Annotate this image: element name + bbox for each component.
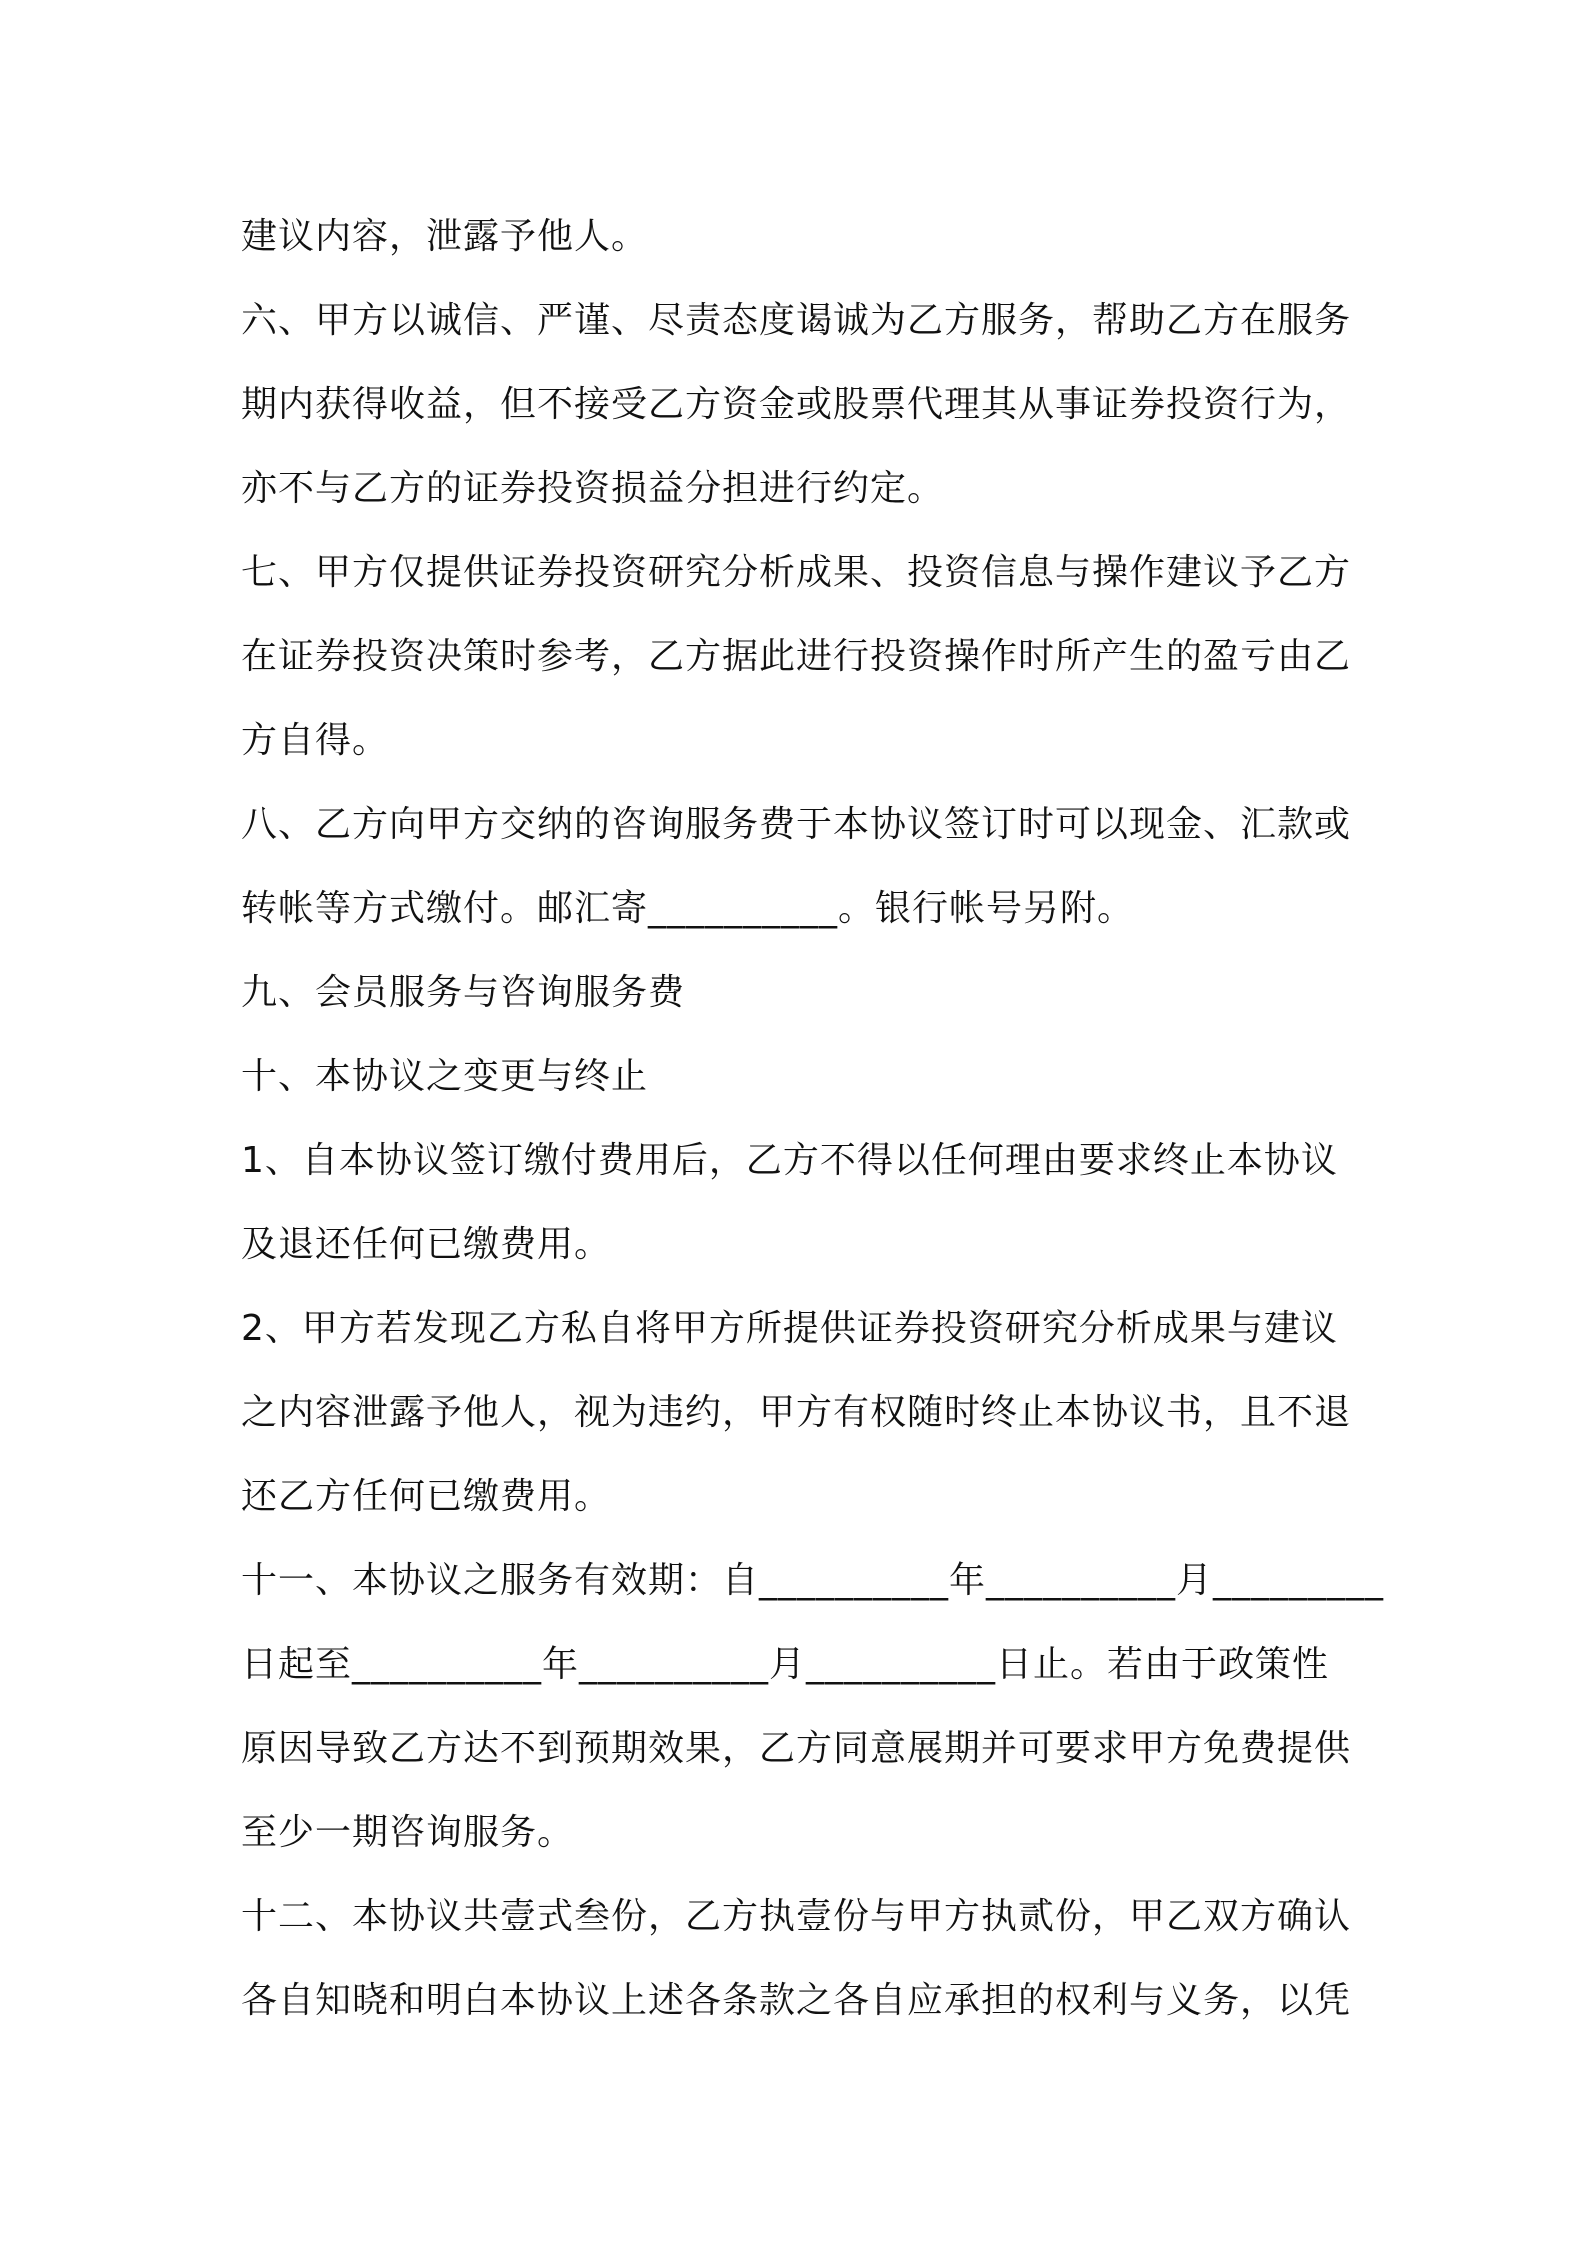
text-line: 方自得。	[241, 720, 390, 761]
text-line: 十二、本协议共壹式叁份，乙方执壹份与甲方执贰份，甲乙双方确认	[241, 1896, 1352, 1937]
text-line: 及退还任何已缴费用。	[241, 1224, 612, 1265]
text-line: 六、甲方以诚信、严谨、尽责态度谒诚为乙方服务，帮助乙方在服务	[241, 300, 1352, 341]
document-body	[241, 195, 1385, 2043]
text-line: 还乙方任何已缴费用。	[241, 1476, 612, 1517]
text-line: 各自知晓和明白本协议上述各条款之各自应承担的权利与义务，以凭	[241, 1980, 1352, 2021]
text-line: 建议内容，泄露予他人。	[241, 216, 649, 257]
text-line: 之内容泄露予他人，视为违约，甲方有权随时终止本协议书，且不退	[241, 1392, 1352, 1433]
text-line: 亦不与乙方的证券投资损益分担进行约定。	[241, 468, 945, 509]
text-line: 1、自本协议签订缴付费用后，乙方不得以任何理由要求终止本协议	[241, 1140, 1338, 1181]
text-line: 八、乙方向甲方交纳的咨询服务费于本协议签订时可以现金、汇款或	[241, 804, 1352, 845]
text-line: 日起至__________年__________月__________日止。若由于政策性	[241, 1644, 1330, 1685]
text-line: 转帐等方式缴付。邮汇寄__________。银行帐号另附。	[241, 888, 1135, 929]
text-line: 十一、本协议之服务有效期：自__________年__________月_________	[241, 1560, 1385, 1601]
text-line: 十、本协议之变更与终止	[241, 1056, 649, 1097]
text-line: 至少一期咨询服务。	[241, 1812, 575, 1853]
text-line: 期内获得收益，但不接受乙方资金或股票代理其从事证券投资行为，	[241, 384, 1352, 425]
text-line: 在证券投资决策时参考，乙方据此进行投资操作时所产生的盈亏由乙	[241, 636, 1352, 677]
text-line: 2、甲方若发现乙方私自将甲方所提供证券投资研究分析成果与建议	[241, 1308, 1338, 1349]
text-line: 原因导致乙方达不到预期效果，乙方同意展期并可要求甲方免费提供	[241, 1728, 1352, 1769]
text-line: 九、会员服务与咨询服务费	[241, 972, 686, 1013]
text-line: 七、甲方仅提供证券投资研究分析成果、投资信息与操作建议予乙方	[241, 552, 1352, 593]
